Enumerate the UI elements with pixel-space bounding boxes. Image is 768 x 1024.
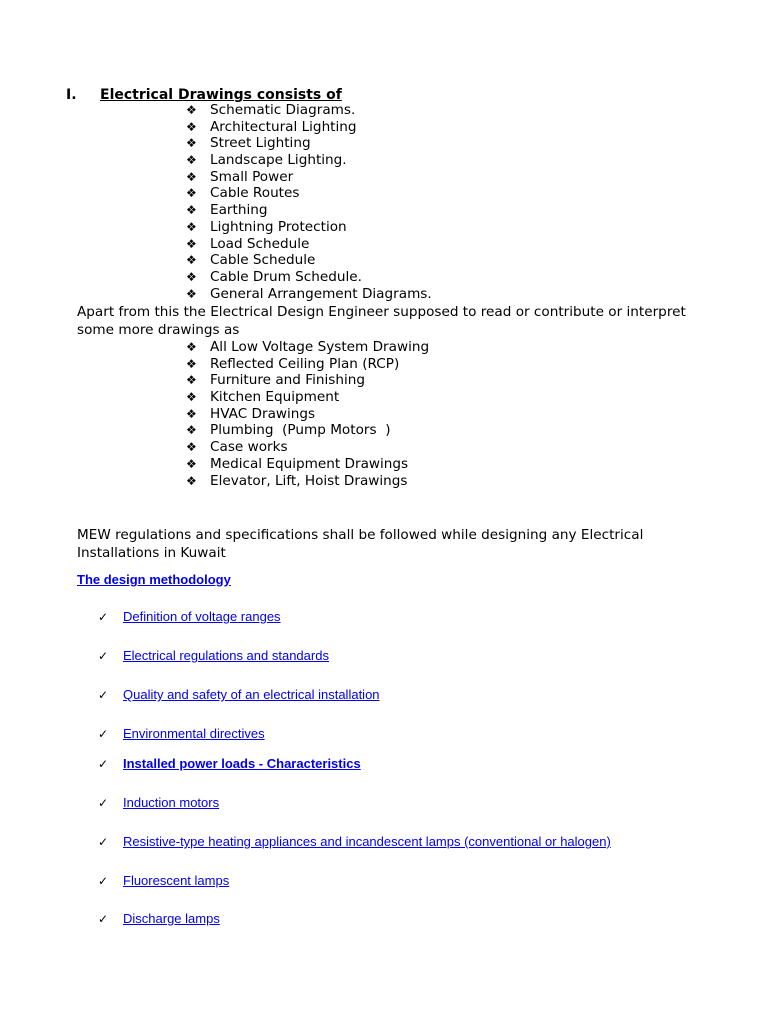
- list-item: [186, 406, 429, 423]
- diamond-bullet-icon: ❖: [186, 103, 197, 117]
- list-item-label: Landscape Lighting.: [210, 152, 347, 169]
- list-item-label: Street Lighting: [210, 135, 311, 152]
- design-methodology-link[interactable]: The design methodology: [77, 572, 231, 587]
- diamond-bullet-icon: ❖: [186, 153, 197, 168]
- regulations-standards-link[interactable]: Electrical regulations and standards: [123, 648, 329, 663]
- diamond-bullet-icon: ❖: [186, 390, 197, 405]
- methodology-item: [98, 608, 281, 626]
- list-item: [186, 422, 429, 439]
- methodology-item: [98, 647, 329, 665]
- checkmark-icon: ✓: [98, 912, 109, 926]
- list-item: [186, 252, 432, 269]
- list-item: [186, 185, 432, 202]
- list-item-label: Schematic Diagrams.: [210, 102, 356, 118]
- checkmark-icon: ✓: [98, 649, 109, 663]
- checkmark-icon: ✓: [98, 835, 109, 849]
- list-item: [186, 219, 432, 236]
- list-item-label: All Low Voltage System Drawing: [210, 339, 430, 355]
- voltage-ranges-link[interactable]: Definition of voltage ranges: [123, 609, 281, 624]
- checkmark-icon: ✓: [98, 727, 109, 741]
- list-item-label: Furniture and Finishing: [210, 372, 365, 389]
- methodology-item: [98, 755, 361, 773]
- list-item: [186, 439, 429, 456]
- diamond-bullet-icon: ❖: [186, 219, 197, 234]
- diamond-bullet-icon: ❖: [186, 203, 197, 218]
- environmental-directives-link[interactable]: Environmental directives: [123, 726, 265, 741]
- discharge-lamps-link[interactable]: Discharge lamps: [123, 911, 220, 926]
- methodology-item: [98, 686, 380, 704]
- resistive-heating-link[interactable]: Resistive-type heating appliances and incandescent lamps (conventional or halogen): [123, 834, 611, 849]
- drawings-list: [186, 102, 432, 302]
- diamond-bullet-icon: ❖: [186, 169, 197, 184]
- list-item: [186, 389, 429, 406]
- induction-motors-link[interactable]: Induction motors: [123, 795, 220, 810]
- list-item: [186, 152, 432, 169]
- list-item-label: Architectural Lighting: [210, 118, 357, 135]
- fluorescent-lamps-link[interactable]: Fluorescent lamps: [123, 873, 230, 888]
- list-item: [186, 339, 429, 356]
- diamond-bullet-icon: ❖: [186, 373, 197, 388]
- list-item: [186, 356, 429, 373]
- list-item-label: Plumbing (Pump Motors ): [210, 422, 391, 439]
- list-item-label: Lightning Protection: [210, 218, 347, 235]
- installed-power-loads-link[interactable]: Installed power loads - Characteristics: [123, 756, 361, 771]
- diamond-bullet-icon: ❖: [186, 456, 197, 471]
- checkmark-icon: ✓: [98, 796, 109, 810]
- methodology-item: [98, 872, 229, 890]
- list-item-label: Elevator, Lift, Hoist Drawings: [210, 472, 408, 489]
- diamond-bullet-icon: ❖: [186, 423, 197, 438]
- list-item-label: Small Power: [210, 168, 294, 185]
- list-item: [186, 236, 432, 253]
- methodology-item: [98, 794, 219, 812]
- diamond-bullet-icon: ❖: [186, 269, 197, 284]
- diamond-bullet-icon: ❖: [186, 119, 197, 134]
- section-title: Electrical Drawings consists of: [100, 87, 342, 103]
- diamond-bullet-icon: ❖: [186, 406, 197, 421]
- list-item: [186, 169, 432, 186]
- diamond-bullet-icon: ❖: [186, 356, 197, 371]
- list-item-label: Kitchen Equipment: [210, 389, 340, 406]
- methodology-item: [98, 910, 220, 928]
- diamond-bullet-icon: ❖: [186, 286, 197, 301]
- list-item-label: Medical Equipment Drawings: [210, 455, 409, 472]
- list-item-label: Cable Schedule: [210, 252, 316, 269]
- list-item-label: Cable Drum Schedule.: [210, 268, 362, 285]
- diamond-bullet-icon: ❖: [186, 473, 197, 488]
- list-item-label: HVAC Drawings: [210, 405, 316, 422]
- list-item: [186, 286, 432, 303]
- diamond-bullet-icon: ❖: [186, 186, 197, 201]
- diamond-bullet-icon: ❖: [186, 236, 197, 251]
- diamond-bullet-icon: ❖: [186, 136, 197, 151]
- diamond-bullet-icon: ❖: [186, 253, 197, 268]
- regulation-paragraph: MEW regulations and specifications shall be followed while designing any Electrical Installations in Kuwait: [77, 527, 644, 561]
- list-item: [186, 473, 429, 490]
- list-item-label: General Arrangement Diagrams.: [210, 285, 432, 302]
- list-item-label: Cable Routes: [210, 185, 300, 202]
- intro-paragraph: Apart from this the Electrical Design Engineer supposed to read or contribute or interpret some more drawings as: [77, 304, 686, 338]
- checkmark-icon: ✓: [98, 610, 109, 624]
- list-item: [186, 269, 432, 286]
- list-item: [186, 135, 432, 152]
- other-drawings-list: [186, 339, 429, 489]
- list-item: [186, 119, 432, 136]
- quality-safety-link[interactable]: Quality and safety of an electrical installation: [123, 687, 380, 702]
- checkmark-icon: ✓: [98, 874, 109, 888]
- list-item: [186, 372, 429, 389]
- diamond-bullet-icon: ❖: [186, 440, 197, 455]
- list-item: [186, 102, 432, 119]
- list-item: [186, 456, 429, 473]
- list-item: [186, 202, 432, 219]
- list-item-label: Load Schedule: [210, 235, 310, 252]
- section-numeral: I.: [66, 87, 77, 103]
- list-item-label: Earthing: [210, 202, 268, 219]
- checkmark-icon: ✓: [98, 688, 109, 702]
- methodology-item: [98, 725, 265, 743]
- methodology-item: [98, 833, 611, 851]
- list-item-label: Reflected Ceiling Plan (RCP): [210, 355, 400, 372]
- list-item-label: Case works: [210, 439, 288, 456]
- diamond-bullet-icon: ❖: [186, 340, 197, 354]
- checkmark-icon: ✓: [98, 757, 109, 771]
